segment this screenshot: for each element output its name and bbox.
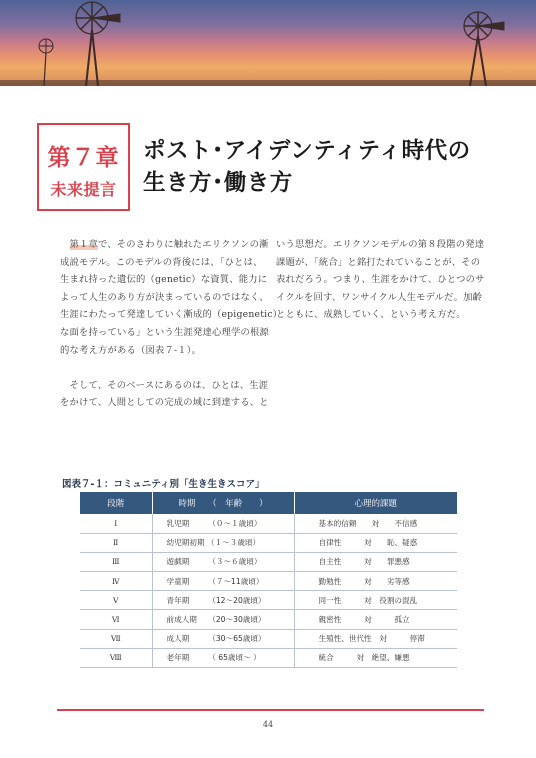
stage-cell: Ⅷ: [80, 648, 152, 667]
table-row: [80, 591, 457, 610]
table-row: [80, 648, 457, 667]
body-line: イクルを回す、ワンサイクル人生モデルだ。加齢: [276, 291, 483, 303]
task-cell: 同一性 対 役割の混乱: [294, 591, 457, 610]
chapter-title-line2: 生き方･働き方: [143, 170, 293, 196]
body-line: [60, 377, 269, 395]
column-header-period: 時期 （ 年齢 ）: [152, 492, 294, 514]
stage-cell: Ⅳ: [80, 572, 152, 591]
erikson-stage-table: [80, 492, 457, 668]
task-cell: 自律性 対 恥、疑惑: [294, 533, 457, 552]
body-line: 成説モデル。このモデルの背後には、「ひとは、: [60, 256, 263, 268]
body-line: よって人生のあり方が決まっているのではなく、: [60, 291, 269, 303]
table-header-row: [80, 492, 457, 514]
chapter-badge: [37, 123, 130, 211]
stage-cell: Ⅰ: [80, 514, 152, 533]
body-line: 生まれ持った遺伝的（genetic）な資質、能力に: [60, 274, 268, 286]
period-cell: 前成人期 （20～30歳頃）: [152, 610, 294, 629]
figure-title: 図表７-１：コミュニティ別「生き生きスコア」: [62, 479, 265, 490]
body-line: な面を持っている」という生涯発達心理学の根源: [60, 326, 269, 338]
period-cell: 成人期 （30～65歳頃）: [152, 629, 294, 648]
task-cell: 基本的信頼 対 不信感: [294, 514, 457, 533]
chapter-title: [143, 135, 471, 199]
body-column-right: [276, 236, 485, 324]
task-cell: 勤勉性 対 劣等感: [294, 572, 457, 591]
period-cell: 青年期 （12～20歳頃）: [152, 591, 294, 610]
chapter-title-line1: ポスト･アイデンティティ時代の: [143, 138, 471, 164]
stage-cell: Ⅵ: [80, 610, 152, 629]
chapter-label: 未来提言: [50, 180, 117, 199]
table-row: [80, 572, 457, 591]
table-row: [80, 533, 457, 552]
stage-cell: Ⅲ: [80, 552, 152, 571]
column-header-stage: 段階: [80, 492, 152, 514]
column-header-task: 心理的課題: [294, 492, 457, 514]
body-line: いう思想だ。エリクソンモデルの第８段階の発達: [276, 239, 485, 250]
period-cell: 老年期 （ 65歳頃～ ）: [152, 648, 294, 667]
body-line-highlight: 第１章: [69, 239, 98, 250]
period-cell: 乳児期 （０～１歳頃）: [152, 514, 294, 533]
task-cell: 統合 対 絶望、嫌悪: [294, 648, 457, 667]
table-row: [80, 514, 457, 533]
body-line: 第１章で、そのさわりに触れたエリクソンの漸: [69, 239, 269, 250]
body-line: 課題が、「統合」と銘打たれていることが、その: [276, 256, 481, 268]
period-cell: 幼児期初期 （１～３歳頃）: [152, 533, 294, 552]
windmill-illustration: [0, 0, 536, 86]
body-line: 的な考え方がある（図表７-１）。: [60, 344, 202, 356]
stage-cell: Ⅶ: [80, 629, 152, 648]
body-line: 表れだろう。つまり、生涯をかけて、ひとつのサ: [276, 274, 485, 286]
footer-rule: [57, 709, 484, 711]
body-line: をかけて、人間としての完成の域に到達する、と: [60, 397, 269, 409]
table-row: [80, 610, 457, 629]
table-row: [80, 552, 457, 571]
task-cell: 自主性 対 罪悪感: [294, 552, 457, 571]
body-column-left: [60, 236, 283, 412]
body-line-text: そして、そのベースにあるのは、ひとは、生涯: [69, 379, 269, 391]
stage-cell: Ⅱ: [80, 533, 152, 552]
period-cell: 学童期 （７～11歳頃）: [152, 572, 294, 591]
stage-cell: Ⅴ: [80, 591, 152, 610]
task-cell: 親密性 対 孤立: [294, 610, 457, 629]
chapter-number: 第７章: [47, 145, 120, 171]
body-line: とともに、成熟していく、という考え方だ。: [276, 309, 466, 321]
period-cell: 遊戯期 （３～６歳頃）: [152, 552, 294, 571]
body-line: 生涯にわたって発達していく漸成的（epigenetic）: [60, 309, 283, 321]
table-row: [80, 629, 457, 648]
page-number: 44: [262, 720, 274, 729]
header-banner-image: [0, 0, 536, 86]
task-cell: 生殖性、世代性 対 停滞: [294, 629, 457, 648]
